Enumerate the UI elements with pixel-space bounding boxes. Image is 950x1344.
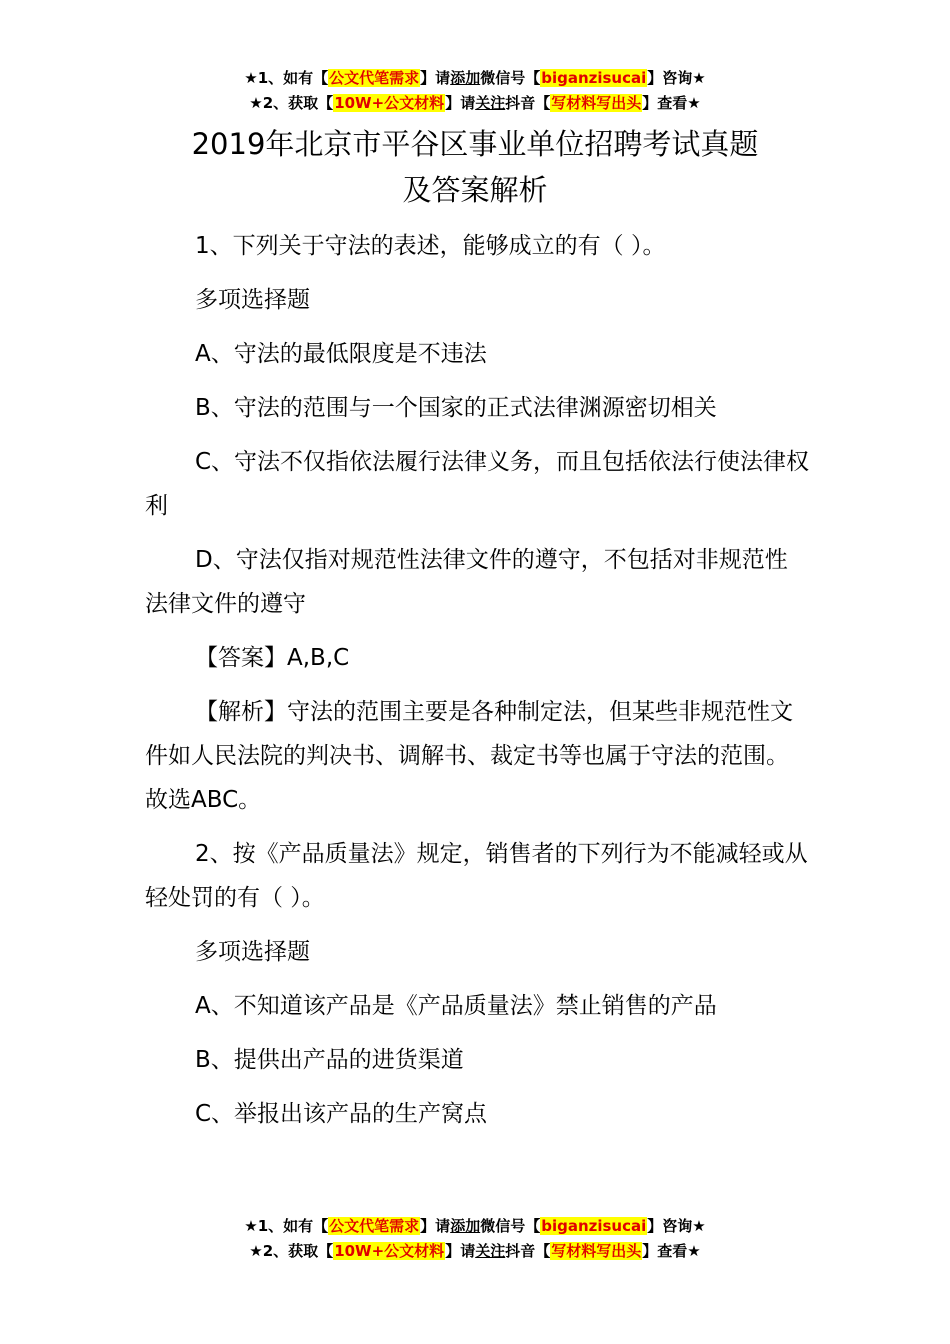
banner-text: 】咨询★: [647, 1217, 706, 1235]
header-banner: [0, 66, 950, 116]
question-type: 多项选择题: [195, 287, 310, 313]
option-a: A、不知道该产品是《产品质量法》禁止销售的产品: [195, 993, 717, 1019]
banner-text: 】查看★: [642, 1242, 701, 1260]
document-title: [0, 121, 950, 213]
banner-text: ★2、获取【: [249, 1242, 334, 1260]
banner-line-1: [0, 66, 950, 91]
banner-text: 微信号【: [480, 69, 541, 87]
banner-text: 】请: [445, 94, 476, 112]
banner-highlight: biganzisucai: [541, 69, 647, 87]
option-d: D、守法仅指对规范性法律文件的遵守，不包括对非规范性法律文件的遵守: [145, 547, 788, 617]
title-line-1: 2019年北京市平谷区事业单位招聘考试真题: [191, 127, 759, 161]
question-type: 多项选择题: [195, 939, 310, 965]
banner-highlight: 10W+公文材料: [334, 1242, 445, 1260]
document-body: [145, 224, 810, 1146]
banner-highlight: 公文代笔需求: [329, 69, 420, 87]
footer-banner: [0, 1214, 950, 1264]
banner-text: 关注: [475, 1242, 506, 1260]
banner-text: ★2、获取【: [249, 94, 334, 112]
option-a: A、守法的最低限度是不违法: [195, 341, 487, 367]
option-c: C、举报出该产品的生产窝点: [195, 1101, 488, 1127]
question-2: 2、按《产品质量法》规定，销售者的下列行为不能减轻或从轻处罚的有（ ）。: [145, 841, 808, 911]
banner-text: 抖音【: [505, 94, 551, 112]
banner-highlight: 公文代笔需求: [329, 1217, 420, 1235]
banner-text: ★1、如有【: [244, 1217, 329, 1235]
explanation: 【解析】守法的范围主要是各种制定法，但某些非规范性文件如人民法院的判决书、调解书、裁定书等也属于守法的范围。故选ABC。: [145, 699, 793, 813]
banner-highlight: biganzisucai: [541, 1217, 647, 1235]
option-b: B、守法的范围与一个国家的正式法律渊源密切相关: [195, 395, 717, 421]
answer: 【答案】A,B,C: [195, 645, 350, 671]
banner-text: ★1、如有【: [244, 69, 329, 87]
banner-text: 添加: [450, 1217, 481, 1235]
banner-text: 】请: [420, 69, 451, 87]
banner-text: 抖音【: [505, 1242, 551, 1260]
banner-text: 】咨询★: [647, 69, 706, 87]
banner-line-2: [0, 1239, 950, 1264]
question-1: 1、下列关于守法的表述，能够成立的有（ ）。: [195, 233, 666, 259]
banner-highlight: 写材料写出头: [551, 94, 642, 112]
banner-line-2: [0, 91, 950, 116]
banner-text: 】请: [445, 1242, 476, 1260]
banner-highlight: 写材料写出头: [551, 1242, 642, 1260]
title-line-2: 及答案解析: [402, 173, 548, 207]
banner-text: 关注: [475, 94, 506, 112]
banner-line-1: [0, 1214, 950, 1239]
option-c: C、守法不仅指依法履行法律义务，而且包括依法行使法律权利: [145, 449, 810, 519]
banner-highlight: 10W+公文材料: [334, 94, 445, 112]
banner-text: 】请: [420, 1217, 451, 1235]
banner-text: 】查看★: [642, 94, 701, 112]
banner-text: 添加: [450, 69, 481, 87]
option-b: B、提供出产品的进货渠道: [195, 1047, 464, 1073]
banner-text: 微信号【: [480, 1217, 541, 1235]
